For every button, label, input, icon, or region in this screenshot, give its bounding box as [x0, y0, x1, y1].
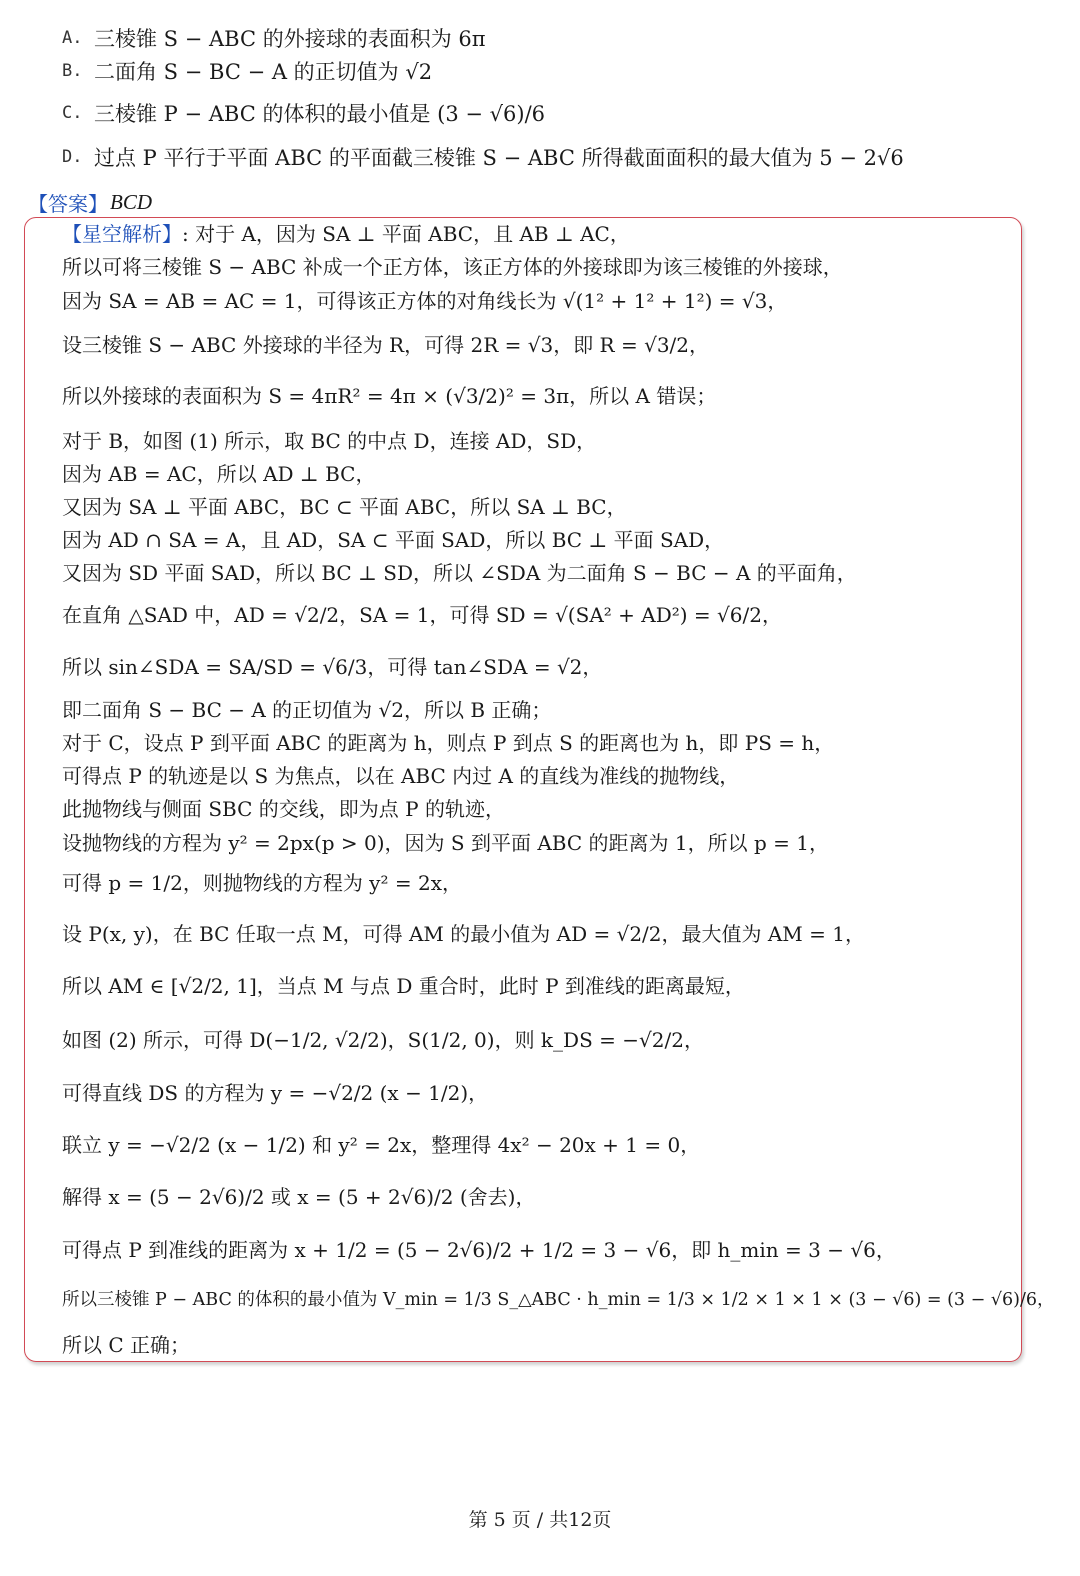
analysis-line-text: : 对于 A，因为 SA ⊥ 平面 ABC，且 AB ⊥ AC， — [182, 222, 630, 246]
analysis-line: 又因为 SA ⊥ 平面 ABC，BC ⊂ 平面 ABC，所以 SA ⊥ BC， — [62, 495, 627, 519]
analysis-line: 因为 SA = AB = AC = 1，可得该正方体的对角线长为 √(1² + 1² + 1²) = √3， — [62, 289, 788, 313]
option-c — [62, 97, 545, 129]
analysis-line: 解得 x = (5 − 2√6)/2 或 x = (5 + 2√6)/2 (舍去)， — [62, 1185, 536, 1209]
option-letter: C. — [62, 103, 83, 123]
option-a — [62, 22, 486, 54]
analysis-line: 此抛物线与侧面 SBC 的交线，即为点 P 的轨迹， — [62, 797, 505, 821]
analysis-line: 所以 sin∠SDA = SA/SD = √6/3，可得 tan∠SDA = √2， — [62, 655, 603, 679]
analysis-label: 【星空解析】 — [62, 222, 182, 246]
option-letter: B. — [62, 61, 83, 81]
analysis-line: 所以 AM ∈ [√2/2, 1]，当点 M 与点 D 重合时，此时 P 到准线的距离最短， — [62, 974, 745, 998]
analysis-line: 可得点 P 的轨迹是以 S 为焦点，以在 ABC 内过 A 的直线为准线的抛物线， — [62, 764, 740, 788]
answer-label: 【答案】 — [28, 191, 108, 216]
analysis-line: 设 P(x, y)，在 BC 任取一点 M，可得 AM 的最小值为 AD = √2/2，最大值为 AM = 1， — [62, 922, 865, 946]
answer-value: BCD — [110, 189, 152, 214]
option-text: 过点 P 平行于平面 ABC 的平面截三棱锥 S − ABC 所得截面面积的最大值为 5 − 2√6 — [94, 146, 904, 170]
analysis-line: 可得直线 DS 的方程为 y = −√2/2 (x − 1/2)， — [62, 1081, 489, 1105]
analysis-line: 所以 C 正确； — [62, 1333, 191, 1357]
analysis-line: 即二面角 S − BC − A 的正切值为 √2，所以 B 正确； — [62, 698, 552, 722]
analysis-line: 因为 AD ∩ SA = A，且 AD，SA ⊂ 平面 SAD，所以 BC ⊥ 平面 SAD， — [62, 528, 725, 552]
analysis-line: 所以三棱锥 P − ABC 的体积的最小值为 V_min = 1/3 S_△ABC · h_min = 1/3 × 1/2 × 1 × 1 × (3 − √6) = (3 − √6)/6， — [62, 1290, 1055, 1310]
option-text: 三棱锥 P − ABC 的体积的最小值是 (3 − √6)/6 — [94, 102, 546, 126]
analysis-line: 设抛物线的方程为 y² = 2px(p > 0)，因为 S 到平面 ABC 的距离为 1，所以 p = 1， — [62, 831, 829, 855]
analysis-line: 设三棱锥 S − ABC 外接球的半径为 R，可得 2R = √3，即 R = √3/2， — [62, 333, 710, 357]
analysis-line-1 — [62, 224, 630, 244]
analysis-line: 因为 AB = AC，所以 AD ⊥ BC， — [62, 462, 376, 486]
analysis-line: 对于 B，如图 (1) 所示，取 BC 的中点 D，连接 AD，SD， — [62, 429, 597, 453]
option-text: 二面角 S − BC − A 的正切值为 √2 — [94, 60, 433, 84]
option-letter: D. — [62, 147, 83, 167]
analysis-line: 可得点 P 到准线的距离为 x + 1/2 = (5 − 2√6)/2 + 1/2 = 3 − √6，即 h_min = 3 − √6， — [62, 1238, 896, 1262]
page-number: 第 5 页 / 共12页 — [468, 1509, 612, 1531]
analysis-line: 所以可将三棱锥 S − ABC 补成一个正方体，该正方体的外接球即为该三棱锥的外接球， — [62, 255, 843, 279]
option-d — [62, 141, 904, 173]
analysis-line: 所以外接球的表面积为 S = 4πR² = 4π × (√3/2)² = 3π，所以 A 错误； — [62, 384, 717, 408]
analysis-line: 可得 p = 1/2，则抛物线的方程为 y² = 2x， — [62, 871, 462, 895]
option-letter: A. — [62, 28, 83, 48]
option-b — [62, 55, 432, 87]
analysis-line: 联立 y = −√2/2 (x − 1/2) 和 y² = 2x，整理得 4x² − 20x + 1 = 0， — [62, 1133, 701, 1157]
analysis-line: 在直角 △SAD 中，AD = √2/2，SA = 1，可得 SD = √(SA² + AD²) = √6/2， — [62, 603, 782, 627]
option-text: 三棱锥 S − ABC 的外接球的表面积为 6π — [94, 27, 486, 51]
analysis-line: 对于 C，设点 P 到平面 ABC 的距离为 h，则点 P 到点 S 的距离也为 h，即 PS = h， — [62, 731, 835, 755]
answer-line — [28, 188, 152, 216]
analysis-line: 如图 (2) 所示，可得 D(−1/2, √2/2)，S(1/2, 0)，则 k_DS = −√2/2， — [62, 1028, 704, 1052]
analysis-line: 又因为 SD 平面 SAD，所以 BC ⊥ SD，所以 ∠SDA 为二面角 S − BC − A 的平面角， — [62, 561, 857, 585]
